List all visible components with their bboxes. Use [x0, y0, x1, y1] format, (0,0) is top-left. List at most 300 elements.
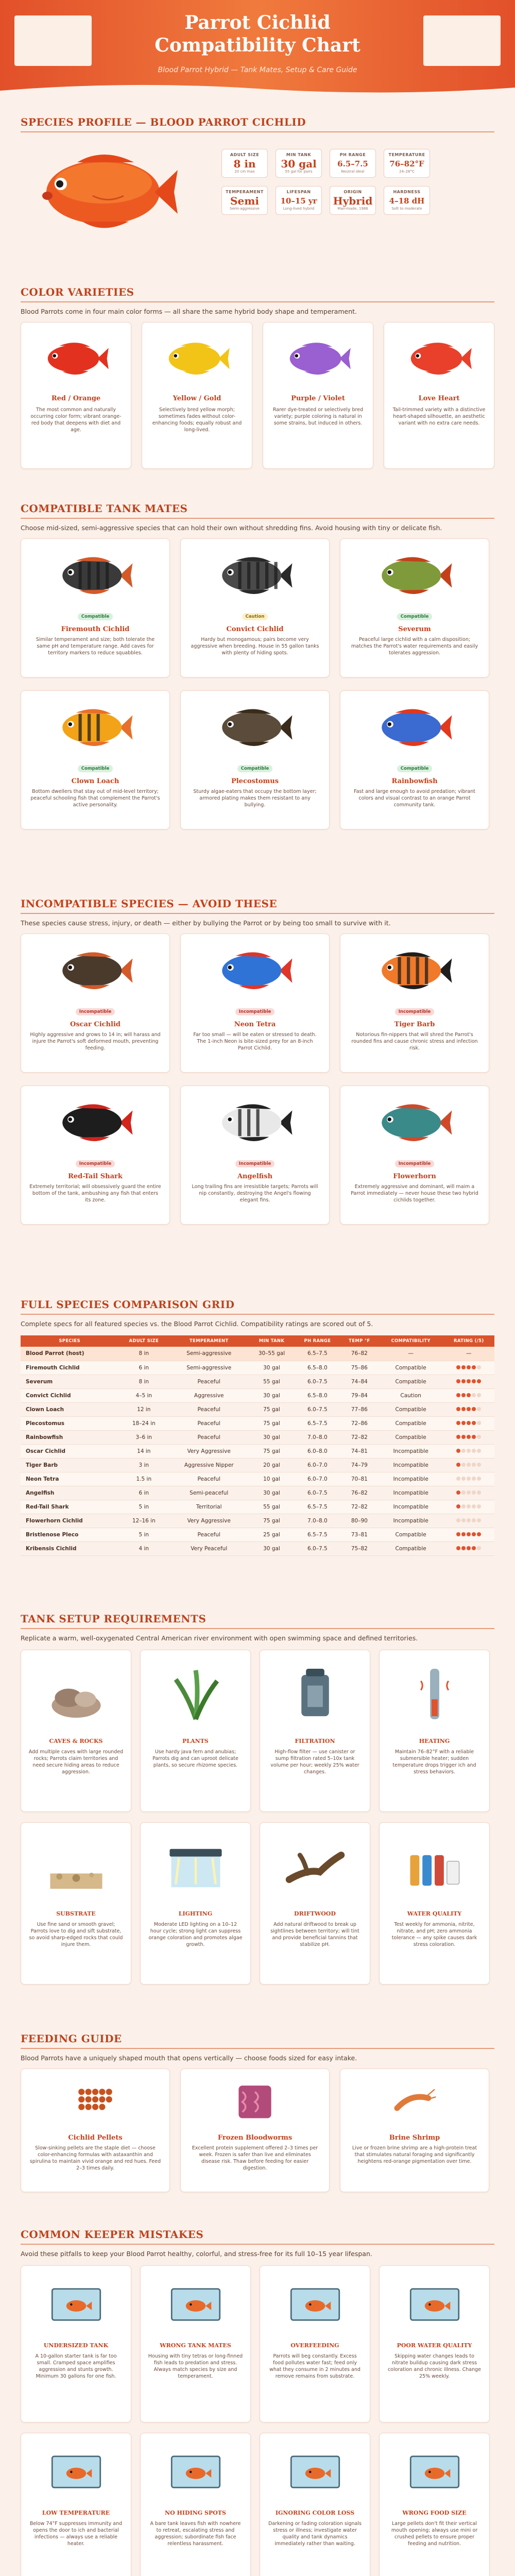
mistake-description: Skipping water changes leads to nitrate buildup causing dark stress coloration and chronic illness. Change 25% weekly.	[387, 2353, 482, 2379]
stat-note: Long-lived hybrid	[283, 207, 315, 211]
rating-dot	[467, 1490, 471, 1495]
column-header: MIN TANK	[249, 1335, 295, 1347]
species-name: Red-Tail Shark	[68, 1173, 123, 1180]
mistake-description: Parrots will beg constantly. Excess food pollutes water fast; feed only what they consume in 2 minutes and remove remains from substrate.	[269, 2353, 360, 2379]
table-cell-ph: 6.5–7.5	[295, 1500, 340, 1514]
section-description: These species cause stress, injury, or death — either by bullying the Parrot or by being too small to survive with it.	[21, 919, 391, 927]
variety-fish-icon	[263, 338, 373, 381]
variety-card	[263, 322, 373, 469]
species-profile-section	[0, 116, 515, 240]
species-description: Far too small — will be eaten or stressed to death. The 1-inch Neon is bite-sized prey for an 8-inch Parrot Cichlid.	[193, 1032, 317, 1051]
compatibility-badge: Incompatible	[235, 1160, 275, 1167]
species-card	[340, 538, 489, 677]
variety-fish-icon	[21, 338, 131, 381]
section-description: Replicate a warm, well-oxygenated Central American river environment with open swimming space and defined territories.	[21, 1634, 418, 1642]
species-fish-icon	[340, 552, 489, 601]
mistake-title: POOR WATER QUALITY	[397, 2342, 472, 2349]
species-name: Oscar Cichlid	[70, 1021, 121, 1028]
table-cell-species: Neon Tetra	[21, 1472, 118, 1486]
section-description: Choose mid-sized, semi-aggressive species that can hold their own without shredding fins. Avoid housing with tiny or delicate fish.	[21, 524, 442, 532]
column-header: TEMPERAMENT	[169, 1335, 249, 1347]
table-cell-size: 4–5 in	[118, 1388, 169, 1402]
rating-dots	[443, 1500, 494, 1514]
stat-value: 8 in	[233, 158, 256, 170]
rating-dots	[443, 1361, 494, 1375]
table-cell-ph: 6.5–7.5	[295, 1416, 340, 1430]
rating-dot	[477, 1546, 481, 1550]
stat-value: 10–15 yr	[280, 196, 317, 206]
column-header: COMPATIBILITY	[379, 1335, 443, 1347]
rating-dot	[472, 1393, 476, 1397]
variety-card	[142, 322, 252, 469]
species-description: Sturdy algae-eaters that occupy the bottom layer; armored plating makes them resistant to any bullying.	[193, 789, 317, 808]
rating-dot	[461, 1518, 466, 1522]
stat-card	[330, 149, 376, 178]
feeding-card	[340, 2069, 489, 2192]
mistake-illustration-icon	[287, 2449, 344, 2495]
feeding-section	[0, 2032, 515, 2202]
table-cell-compat: Compatible	[379, 1402, 443, 1416]
badge-wrap	[21, 610, 169, 620]
table-row	[21, 1402, 494, 1416]
setup-card	[379, 1822, 490, 1985]
species-description: Notorious fin-nippers that will shred the Parrot's rounded fins and cause chronic stress and infection risk.	[351, 1032, 478, 1051]
section-divider	[21, 1314, 494, 1315]
rating-dot	[461, 1407, 466, 1411]
species-fish-icon	[21, 947, 169, 996]
table-cell-size: 3 in	[118, 1458, 169, 1472]
badge-wrap	[21, 1157, 169, 1167]
species-fish-icon	[181, 704, 329, 753]
compatibility-badge: Compatible	[78, 765, 113, 772]
substrate-icon	[45, 1838, 107, 1895]
rating-dot	[467, 1477, 471, 1481]
variety-fish-icon	[384, 338, 494, 381]
setup-description: Test weekly for ammonia, nitrite, nitrate, and pH; zero ammonia tolerance — any spike causes dark stress coloration.	[391, 1922, 477, 1947]
table-cell-compat: Compatible	[379, 1541, 443, 1555]
stat-label: TEMPERAMENT	[226, 190, 264, 194]
compatibility-badge: Compatible	[397, 613, 433, 620]
species-description: Hardy but monogamous; pairs become very aggressive when breeding. House in 55 gallon tanks with plenty of hiding spots.	[191, 637, 319, 656]
mistake-description: Below 74°F suppresses immunity and opens the door to ich and bacterial infections — always use a reliable heater.	[29, 2521, 123, 2547]
compatibility-badge: Caution	[242, 613, 268, 620]
table-cell-compat: Incompatible	[379, 1514, 443, 1528]
rating-dot	[477, 1393, 481, 1397]
mistake-title: IGNORING COLOR LOSS	[275, 2510, 355, 2516]
table-cell-temp: Territorial	[169, 1500, 249, 1514]
section-divider	[21, 518, 494, 519]
table-cell-compat: Caution	[379, 1388, 443, 1402]
section-description: Avoid these pitfalls to keep your Blood Parrot healthy, colorful, and stress-free for its full 10–15 year lifespan.	[21, 2250, 372, 2258]
section-title: COLOR VARIETIES	[21, 286, 134, 298]
mistake-illustration-icon	[406, 2449, 463, 2495]
rating-dot	[472, 1379, 476, 1383]
species-description: Extremely aggressive and dominant, will maim a Parrot immediately — never house these two hybrid cichlids together.	[351, 1184, 478, 1203]
table-cell-species: Plecostomus	[21, 1416, 118, 1430]
rating-dot	[467, 1518, 471, 1522]
column-header: PH RANGE	[295, 1335, 340, 1347]
table-cell-tank: 10 gal	[249, 1472, 295, 1486]
section-title: TANK SETUP REQUIREMENTS	[21, 1613, 207, 1625]
column-header: RATING (/5)	[443, 1335, 494, 1347]
setup-title: HEATING	[419, 1738, 450, 1744]
compatibility-badge: Incompatible	[76, 1160, 115, 1167]
blood-parrot-fish-icon	[31, 147, 180, 234]
rating-dot	[472, 1449, 476, 1453]
table-cell-species: Flowerhorn Cichlid	[21, 1514, 118, 1528]
stat-value: Semi	[230, 195, 259, 207]
mistake-card	[260, 2433, 370, 2576]
table-cell-ph: 6.0–7.0	[295, 1472, 340, 1486]
feeding-card	[180, 2069, 330, 2192]
species-description: Bottom dwellers that stay out of mid-level territory; peaceful schooling fish that complement the Parrot's active personality.	[30, 789, 160, 808]
setup-description: High-flow filter — use canister or sump filtration rated 5–10x tank volume per hour; weekly 25% water changes.	[270, 1749, 359, 1775]
species-fish-icon	[181, 1099, 329, 1148]
table-cell-tank: 75 gal	[249, 1402, 295, 1416]
mistake-illustration-icon	[287, 2281, 344, 2328]
section-divider	[21, 131, 494, 132]
stat-label: TEMPERATURE	[388, 152, 425, 157]
filter-icon	[284, 1666, 346, 1722]
setup-title: SUBSTRATE	[56, 1910, 96, 1917]
table-cell-species: Oscar Cichlid	[21, 1444, 118, 1458]
table-cell-tank: 20 gal	[249, 1458, 295, 1472]
table-row	[21, 1430, 494, 1444]
mistake-card	[379, 2433, 490, 2576]
stat-note: 55 gal for pairs	[285, 170, 313, 174]
stat-label: LIFESPAN	[286, 190, 311, 194]
setup-description: Add natural driftwood to break up sightlines between territory; will tint and provide beneficial tannins that stabilize pH.	[270, 1922, 359, 1947]
table-cell-temp: Peaceful	[169, 1416, 249, 1430]
feeding-description: Slow-sinking pellets are the staple diet — choose color-enhancing formulas with astaxanthin and spirulina to maintain vivid orange and red hues. Feed 2–3 times daily.	[29, 2145, 161, 2171]
stat-value: 4–18 dH	[389, 196, 425, 206]
badge-wrap	[181, 762, 329, 772]
table-cell-tf: 76–82	[340, 1486, 379, 1500]
table-cell-ph: 6.5–8.0	[295, 1388, 340, 1402]
rating-dot	[472, 1490, 476, 1495]
rating-dot	[456, 1449, 460, 1453]
rating-dot	[472, 1421, 476, 1425]
feeding-title: Brine Shrimp	[389, 2134, 440, 2142]
section-title: COMMON KEEPER MISTAKES	[21, 2228, 204, 2241]
species-card	[21, 538, 170, 677]
table-cell-temp: Peaceful	[169, 1430, 249, 1444]
species-card	[21, 934, 170, 1073]
table-cell-tf: 75–82	[340, 1541, 379, 1555]
heater-icon	[404, 1666, 466, 1722]
compatibility-badge: Incompatible	[395, 1160, 435, 1167]
rating-dot	[461, 1490, 466, 1495]
rating-dot	[477, 1463, 481, 1467]
variety-description: The most common and naturally occurring color form; vibrant orange-red body that deepens with diet and age.	[30, 407, 122, 433]
rating-dots	[443, 1458, 494, 1472]
setup-card	[140, 1650, 251, 1812]
section-description: Blood Parrots have a uniquely shaped mouth that opens vertically — choose foods sized for easy intake.	[21, 2054, 357, 2062]
section-divider	[21, 2048, 494, 2049]
feeding-description: Excellent protein supplement offered 2–3 times per week. Frozen is safer than live and eliminates disease risk. Thaw before feeding for easier digestion.	[192, 2145, 318, 2171]
table-row	[21, 1486, 494, 1500]
stat-label: PH RANGE	[339, 152, 366, 157]
section-divider	[21, 913, 494, 914]
compatible-section	[0, 502, 515, 842]
rating-dot	[461, 1365, 466, 1369]
table-cell-tf: 76–82	[340, 1347, 379, 1361]
species-description: Similar temperament and size; both tolerate the same pH and temperature range. Add caves for territory markers to reduce squabbles.	[36, 637, 155, 656]
table-cell-size: 12–16 in	[118, 1514, 169, 1528]
table-cell-temp: Peaceful	[169, 1375, 249, 1388]
section-title: FEEDING GUIDE	[21, 2032, 122, 2045]
driftwood-icon	[284, 1838, 346, 1895]
rating-dot	[467, 1463, 471, 1467]
table-header-row	[21, 1335, 494, 1347]
stat-note: Neutral ideal	[341, 170, 365, 174]
table-cell-tank: 75 gal	[249, 1514, 295, 1528]
table-row	[21, 1361, 494, 1375]
table-cell-compat: —	[379, 1347, 443, 1361]
section-title: FULL SPECIES COMPARISON GRID	[21, 1298, 235, 1311]
rating-dot	[467, 1532, 471, 1536]
mistake-title: LOW TEMPERATURE	[42, 2510, 110, 2516]
species-name: Flowerhorn	[393, 1173, 436, 1180]
rating-dot	[477, 1477, 481, 1481]
table-cell-species: Rainbowfish	[21, 1430, 118, 1444]
rating-dots	[443, 1514, 494, 1528]
table-cell-tf: 77–86	[340, 1402, 379, 1416]
comparison-table	[21, 1335, 494, 1556]
table-cell-size: 3–6 in	[118, 1430, 169, 1444]
stat-card	[384, 186, 430, 215]
rating-dots	[443, 1430, 494, 1444]
section-title: SPECIES PROFILE — BLOOD PARROT CICHLID	[21, 116, 306, 128]
table-cell-species: Red-Tail Shark	[21, 1500, 118, 1514]
setup-card	[260, 1650, 370, 1812]
species-name: Severum	[398, 625, 431, 633]
table-cell-compat: Incompatible	[379, 1500, 443, 1514]
table-cell-temp: Aggressive	[169, 1388, 249, 1402]
variety-name: Red / Orange	[51, 395, 101, 402]
table-cell-temp: Semi-aggressive	[169, 1347, 249, 1361]
table-cell-tank: 25 gal	[249, 1528, 295, 1541]
rating-dot	[467, 1504, 471, 1509]
mistake-title: WRONG FOOD SIZE	[402, 2510, 467, 2516]
table-cell-tf: 70–81	[340, 1472, 379, 1486]
rating-dot	[461, 1532, 466, 1536]
setup-card	[379, 1650, 490, 1812]
setup-title: FILTRATION	[295, 1738, 335, 1744]
species-name: Clown Loach	[71, 777, 119, 785]
table-cell-ph: 6.5–8.0	[295, 1361, 340, 1375]
rating-dots	[443, 1528, 494, 1541]
rating-dot	[456, 1546, 460, 1550]
badge-wrap	[340, 1005, 489, 1015]
mistake-illustration-icon	[167, 2281, 224, 2328]
table-cell-tf: 72–82	[340, 1500, 379, 1514]
variety-card	[21, 322, 131, 469]
pellets-icon	[70, 2079, 121, 2126]
feeding-description: Live or frozen brine shrimp are a high-protein treat that stimulates natural foraging and significantly heightens red-orange pigmentation over time.	[352, 2145, 477, 2164]
header-wave	[0, 80, 515, 98]
stat-value: 30 gal	[281, 158, 317, 170]
table-cell-size: 18–24 in	[118, 1416, 169, 1430]
species-description: Long trailing fins are irresistible targets; Parrots will nip constantly, destroying the Angel's flowing elegant fins.	[192, 1184, 318, 1203]
compatibility-badge: Incompatible	[76, 1008, 115, 1015]
species-fish-icon	[21, 552, 169, 601]
rating-dot	[477, 1532, 481, 1536]
table-cell-tf: 75–86	[340, 1361, 379, 1375]
rating-dot	[472, 1407, 476, 1411]
species-card	[340, 690, 489, 829]
stat-note: 20 cm max	[234, 170, 255, 174]
table-cell-tank: 75 gal	[249, 1444, 295, 1458]
table-cell-species: Blood Parrot (host)	[21, 1347, 118, 1361]
species-description: Peaceful large cichlid with a calm disposition; matches the Parrot's water requirements and easily tolerates aggression.	[351, 637, 478, 656]
variety-fish-icon	[142, 338, 252, 381]
species-card	[180, 690, 330, 829]
column-header: ADULT SIZE	[118, 1335, 169, 1347]
species-name: Convict Cichlid	[226, 625, 284, 633]
table-cell-size: 12 in	[118, 1402, 169, 1416]
light-icon	[165, 1838, 227, 1895]
table-cell-compat: Incompatible	[379, 1486, 443, 1500]
rating-dot	[456, 1477, 460, 1481]
species-description: Fast and large enough to avoid predation; vibrant colors and visual contrast to an orange Parrot community tank.	[354, 789, 475, 808]
brine-shrimp-icon	[389, 2079, 440, 2126]
plant-icon	[165, 1666, 227, 1722]
setup-title: WATER QUALITY	[407, 1910, 462, 1917]
table-cell-size: 14 in	[118, 1444, 169, 1458]
table-cell-ph: 6.0–7.5	[295, 1402, 340, 1416]
rating-dot	[461, 1379, 466, 1383]
mistake-title: WRONG TANK MATES	[160, 2342, 231, 2349]
species-description: Extremely territorial; will obsessively guard the entire bottom of the tank, ambushing any fish that enters its zone.	[29, 1184, 161, 1203]
rating-dot	[472, 1463, 476, 1467]
compatibility-badge: Incompatible	[395, 1008, 435, 1015]
rock-icon	[45, 1666, 107, 1722]
stat-card	[384, 149, 430, 178]
rating-dot	[472, 1518, 476, 1522]
mistake-illustration-icon	[48, 2281, 105, 2328]
rating-dot	[477, 1421, 481, 1425]
table-cell-tank: 30–55 gal	[249, 1347, 295, 1361]
rating-dot	[467, 1421, 471, 1425]
mistake-card	[21, 2433, 131, 2576]
setup-description: Maintain 76–82°F with a reliable submersible heater; sudden temperature drops trigger ich and stress behaviors.	[392, 1749, 476, 1775]
rating-dot	[467, 1379, 471, 1383]
mistake-description: A 10-gallon starter tank is far too small. Cramped space amplifies aggression and stunts growth. Minimum 30 gallons for one fish.	[35, 2353, 117, 2379]
setup-title: DRIFTWOOD	[294, 1910, 336, 1917]
setup-description: Use hardy java fern and anubias; Parrots dig and can uproot delicate plants, so secure rhizome species.	[152, 1749, 238, 1768]
rating-dot	[456, 1393, 460, 1397]
table-row	[21, 1458, 494, 1472]
badge-wrap	[21, 1005, 169, 1015]
section-description: Complete specs for all featured species vs. the Blood Parrot Cichlid. Compatibility ratings are scored out of 5.	[21, 1320, 373, 1328]
rating-dot	[456, 1365, 460, 1369]
color-varieties-section	[0, 286, 515, 482]
rating-dot	[456, 1435, 460, 1439]
table-cell-temp: Very Aggressive	[169, 1514, 249, 1528]
badge-wrap	[21, 762, 169, 772]
table-cell-species: Severum	[21, 1375, 118, 1388]
section-title: COMPATIBLE TANK MATES	[21, 502, 188, 515]
variety-card	[384, 322, 494, 469]
table-row	[21, 1541, 494, 1555]
setup-card	[21, 1822, 131, 1985]
table-cell-tank: 30 gal	[249, 1486, 295, 1500]
species-fish-icon	[21, 1099, 169, 1148]
header-banner	[0, 0, 515, 98]
mistake-illustration-icon	[406, 2281, 463, 2328]
table-cell-compat: Compatible	[379, 1375, 443, 1388]
mistake-card	[21, 2265, 131, 2422]
table-cell-ph: 6.5–7.5	[295, 1347, 340, 1361]
rating-dot	[461, 1393, 466, 1397]
rating-dot	[467, 1365, 471, 1369]
setup-title: LIGHTING	[178, 1910, 213, 1917]
rating-dot	[467, 1435, 471, 1439]
table-cell-compat: Compatible	[379, 1528, 443, 1541]
section-description: Blood Parrots come in four main color forms — all share the same hybrid body shape and temperament.	[21, 308, 357, 315]
rating-dots	[443, 1541, 494, 1555]
table-cell-temp: Peaceful	[169, 1402, 249, 1416]
table-cell-tank: 30 gal	[249, 1430, 295, 1444]
setup-card	[21, 1650, 131, 1812]
rating-dot	[467, 1449, 471, 1453]
rating-dot	[467, 1546, 471, 1550]
setup-description: Moderate LED lighting on a 10–12 hour cycle; strong light can suppress orange coloration and promotes algae growth.	[148, 1922, 243, 1947]
section-divider	[21, 2244, 494, 2245]
table-cell-compat: Compatible	[379, 1361, 443, 1375]
rating-dots	[443, 1416, 494, 1430]
feeding-card	[21, 2069, 170, 2192]
badge-wrap	[181, 1005, 329, 1015]
rating-dot	[461, 1546, 466, 1550]
table-cell-ph: 7.0–8.0	[295, 1430, 340, 1444]
species-name: Firemouth Cichlid	[61, 625, 130, 633]
rating-dot	[456, 1379, 460, 1383]
column-header: SPECIES	[21, 1335, 118, 1347]
stat-card	[221, 149, 268, 178]
stat-label: ADULT SIZE	[230, 152, 260, 157]
rating-dot	[477, 1365, 481, 1369]
table-row	[21, 1388, 494, 1402]
species-card	[180, 1086, 330, 1225]
species-card	[180, 538, 330, 677]
mistake-description: A bare tank leaves fish with nowhere to retreat, escalating stress and aggression; subordinate fish face relentless harassment.	[150, 2521, 241, 2547]
compatibility-badge: Incompatible	[235, 1008, 275, 1015]
table-row	[21, 1416, 494, 1430]
species-name: Tiger Barb	[394, 1021, 435, 1028]
setup-title: PLANTS	[182, 1738, 209, 1744]
badge-wrap	[340, 610, 489, 620]
rating-dot	[456, 1504, 460, 1509]
rating-dot	[472, 1532, 476, 1536]
page-subtitle: Blood Parrot Hybrid — Tank Mates, Setup & Care Guide	[158, 66, 357, 74]
rating-dots	[443, 1472, 494, 1486]
table-cell-tank: 75 gal	[249, 1416, 295, 1430]
compatibility-badge: Compatible	[237, 765, 273, 772]
table-cell-ph: 6.0–7.0	[295, 1458, 340, 1472]
section-divider	[21, 1628, 494, 1629]
rating-dot	[477, 1518, 481, 1522]
rating-dot	[456, 1518, 460, 1522]
badge-wrap	[181, 610, 329, 620]
rating-dot	[456, 1421, 460, 1425]
variety-name: Love Heart	[418, 395, 460, 402]
tank-setup-section	[0, 1613, 515, 2004]
species-fish-icon	[340, 704, 489, 753]
bloodworm-icon	[229, 2079, 281, 2126]
rating-dots	[443, 1486, 494, 1500]
